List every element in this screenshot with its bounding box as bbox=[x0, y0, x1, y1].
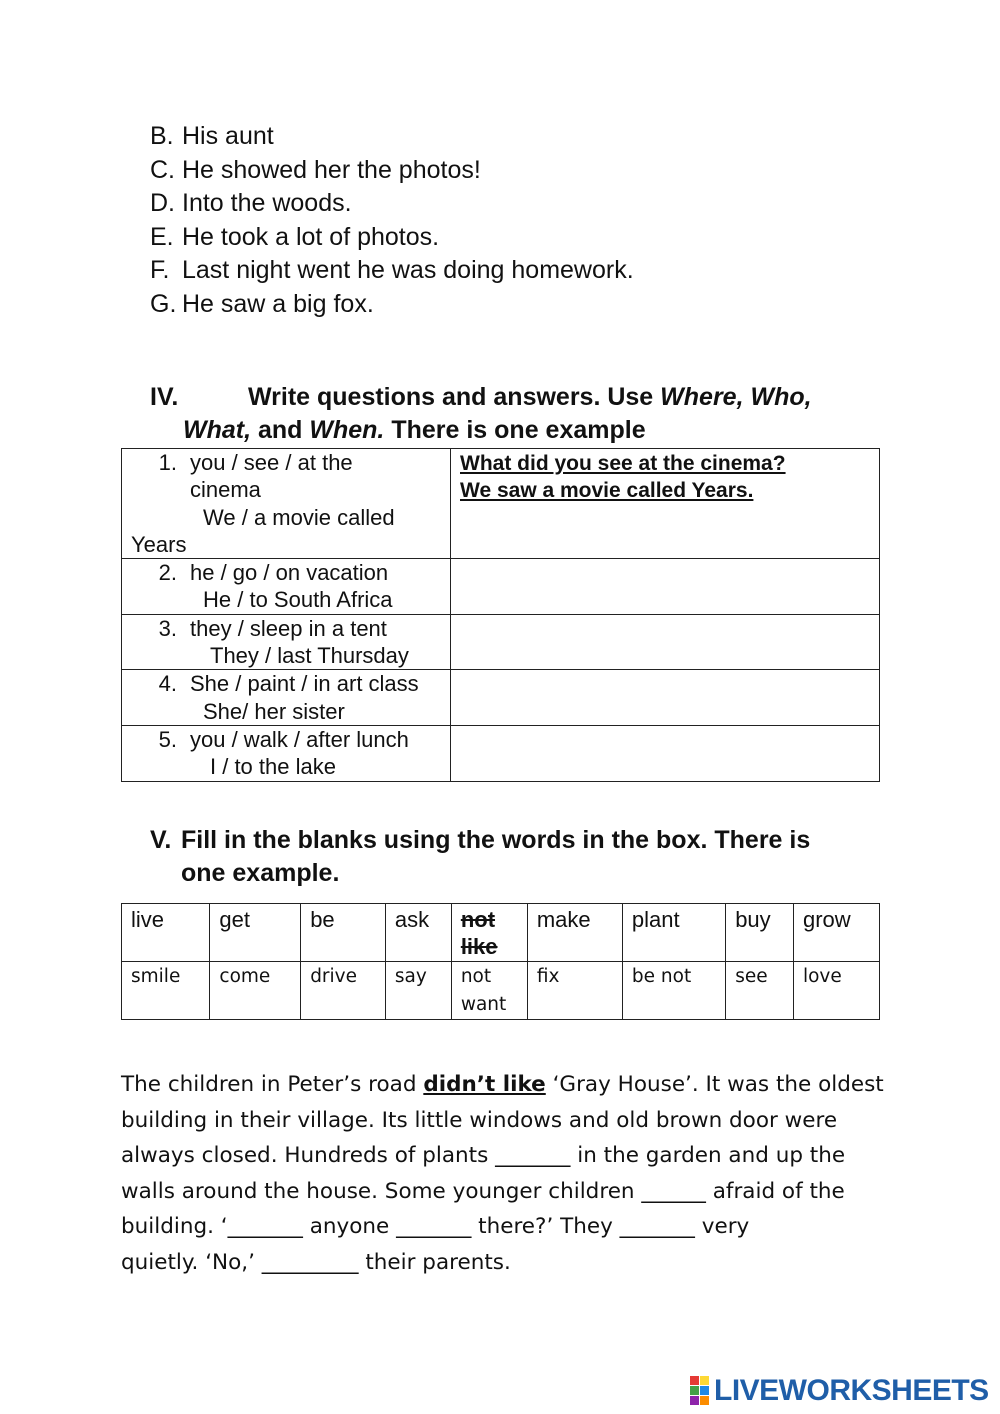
answer-hint: She/ her sister bbox=[203, 698, 345, 724]
heading-keyword: What, bbox=[183, 416, 252, 444]
question-prompt-cell bbox=[122, 449, 451, 559]
answer-text: Last night went he was doing homework. bbox=[182, 256, 634, 284]
answer-input-cell[interactable] bbox=[451, 614, 880, 670]
question-prompt-cell bbox=[122, 725, 451, 781]
word-cell: be bbox=[301, 904, 386, 962]
table-row bbox=[122, 559, 880, 615]
word-cell: smile bbox=[122, 962, 210, 1020]
story-text: The children in Peter’s road bbox=[121, 1072, 424, 1097]
answer-text: He saw a big fox. bbox=[182, 289, 374, 318]
word-part: want bbox=[460, 994, 507, 1015]
table-row bbox=[122, 725, 880, 781]
word-cell: see bbox=[726, 962, 794, 1020]
answer-hint: I / to the lake bbox=[210, 754, 336, 780]
word-cell: drive bbox=[301, 962, 386, 1020]
word-part: not bbox=[460, 966, 492, 987]
example-answer-cell bbox=[451, 449, 880, 559]
word-cell: say bbox=[385, 962, 451, 1020]
struck-word: not bbox=[460, 907, 496, 932]
story-line: building. ‘_______ anyone _______ there?’ They _______ very bbox=[121, 1214, 750, 1239]
list-item bbox=[150, 154, 930, 188]
question-number: 5. bbox=[158, 726, 177, 752]
example-reply: We saw a movie called Years. bbox=[460, 478, 754, 502]
logo-block bbox=[700, 1376, 709, 1385]
question-prompt: you / walk / after lunch bbox=[190, 726, 409, 752]
story-line: always closed. Hundreds of plants _______ in the garden and up the bbox=[121, 1143, 846, 1168]
answer-input-cell[interactable] bbox=[451, 559, 880, 615]
word-cell: live bbox=[122, 904, 210, 962]
word-cell: get bbox=[210, 904, 301, 962]
liveworksheets-logo bbox=[690, 1373, 989, 1409]
heading-text: Write questions and answers. Use bbox=[248, 383, 661, 411]
list-item bbox=[150, 288, 930, 322]
answer-input-cell[interactable] bbox=[451, 725, 880, 781]
word-cell: grow bbox=[793, 904, 879, 962]
answer-letter: B. bbox=[150, 122, 174, 150]
answer-hint: He / to South Africa bbox=[203, 587, 393, 613]
logo-block bbox=[690, 1376, 699, 1385]
logo-blocks-icon bbox=[690, 1376, 710, 1406]
heading-text: There is one example bbox=[384, 416, 646, 444]
word-cell: buy bbox=[726, 904, 794, 962]
question-prompt: you / see / at the bbox=[190, 450, 353, 475]
answer-text: Into the woods. bbox=[182, 189, 352, 217]
answer-letter: E. bbox=[150, 222, 174, 251]
word-cell: come bbox=[210, 962, 301, 1020]
table-row bbox=[122, 670, 880, 726]
question-prompt: he / go / on vacation bbox=[190, 560, 389, 586]
question-prompt-cell bbox=[122, 670, 451, 726]
answer-input-cell[interactable] bbox=[451, 670, 880, 726]
answer-text: His aunt bbox=[182, 122, 274, 150]
question-prompt-cell bbox=[122, 559, 451, 615]
answer-letter: D. bbox=[150, 189, 175, 217]
list-item bbox=[150, 120, 930, 154]
logo-block bbox=[690, 1386, 699, 1395]
word-cell: ask bbox=[385, 904, 451, 962]
story-line: building in their village. Its little windows and old brown door were bbox=[121, 1107, 838, 1133]
list-item bbox=[150, 187, 930, 221]
answer-hint-cont: Years bbox=[131, 531, 187, 557]
answer-letter: G. bbox=[150, 289, 177, 318]
table-row bbox=[122, 614, 880, 670]
struck-word: like bbox=[460, 934, 498, 959]
word-cell: make bbox=[527, 904, 622, 962]
word-box bbox=[121, 903, 880, 1020]
question-number: 1. bbox=[158, 450, 177, 475]
heading-text: one example. bbox=[181, 859, 340, 887]
word-cell: be not bbox=[622, 962, 725, 1020]
section-4-title bbox=[150, 381, 910, 447]
word-cell bbox=[451, 962, 527, 1020]
logo-block bbox=[690, 1396, 699, 1405]
section-5-title bbox=[150, 824, 910, 890]
story-line: quietly. ‘No,’ _________ their parents. bbox=[121, 1249, 511, 1275]
table-row bbox=[122, 962, 880, 1020]
section-number: V. bbox=[150, 826, 172, 854]
table-row bbox=[122, 904, 880, 962]
word-cell: love bbox=[793, 962, 879, 1020]
questions-table bbox=[121, 448, 880, 782]
list-item bbox=[150, 221, 930, 255]
story-paragraph bbox=[121, 1067, 901, 1280]
question-number: 4. bbox=[158, 671, 177, 697]
section-number: IV. bbox=[150, 383, 179, 411]
logo-text: LIVEWORKSHEETS bbox=[714, 1374, 989, 1407]
question-number: 2. bbox=[158, 560, 177, 586]
answer-list bbox=[150, 120, 930, 321]
answer-hint: We / a movie called bbox=[203, 504, 395, 530]
answer-letter: F. bbox=[150, 256, 170, 284]
table-row bbox=[122, 449, 880, 559]
answer-text: He took a lot of photos. bbox=[182, 222, 440, 251]
question-number: 3. bbox=[158, 615, 177, 641]
question-prompt-cell bbox=[122, 614, 451, 670]
word-cell: plant bbox=[622, 904, 725, 962]
question-prompt-cont: cinema bbox=[190, 477, 261, 503]
heading-text: and bbox=[251, 416, 310, 444]
question-prompt: they / sleep in a tent bbox=[190, 615, 387, 641]
story-line: walls around the house. Some younger children ______ afraid of the bbox=[121, 1178, 845, 1204]
heading-keyword: Where, Who, bbox=[660, 383, 812, 411]
logo-block bbox=[700, 1396, 709, 1405]
heading-text: Fill in the blanks using the words in the box. There is bbox=[181, 826, 811, 854]
example-answer: didn’t like bbox=[423, 1072, 546, 1097]
example-question: What did you see at the cinema? bbox=[460, 452, 786, 475]
word-cell-example bbox=[451, 904, 527, 962]
story-text: ‘Gray House’. It was the oldest bbox=[545, 1072, 884, 1097]
question-prompt: She / paint / in art class bbox=[190, 671, 419, 697]
heading-keyword: When. bbox=[309, 416, 385, 444]
answer-hint: They / last Thursday bbox=[210, 643, 409, 669]
answer-text: He showed her the photos! bbox=[182, 155, 481, 184]
list-item bbox=[150, 254, 930, 288]
answer-letter: C. bbox=[150, 155, 175, 184]
logo-block bbox=[700, 1386, 709, 1395]
word-cell: fix bbox=[527, 962, 622, 1020]
